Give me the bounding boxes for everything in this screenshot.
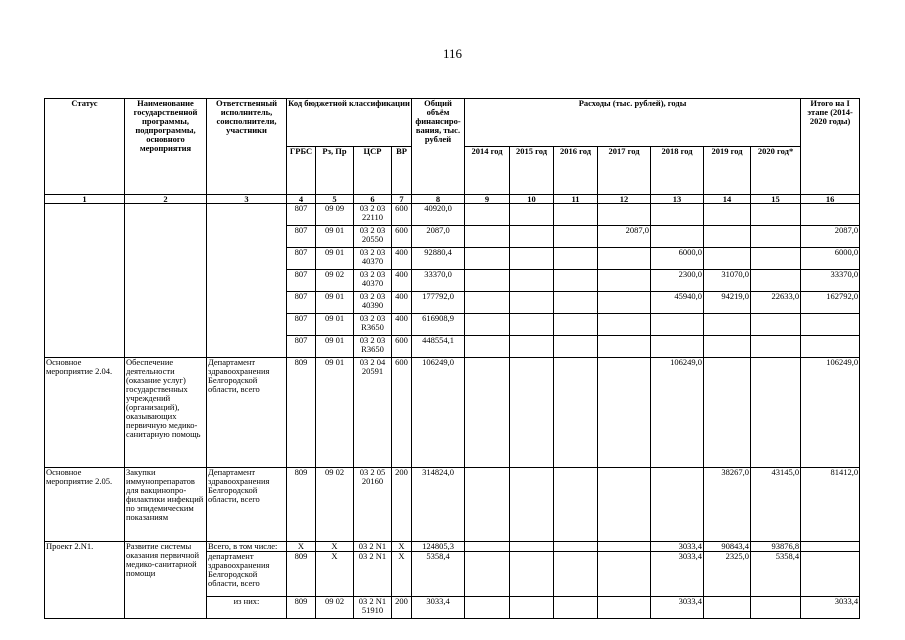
- grbs-cell: 807: [287, 204, 316, 226]
- total-cell: 5358,4: [412, 552, 465, 597]
- header-2014: 2014 год: [465, 147, 510, 195]
- cell-2019: 38267,0: [704, 468, 751, 542]
- cell-2014: [465, 336, 510, 358]
- cell-2016: [554, 204, 598, 226]
- cell-2020: [751, 226, 801, 248]
- cell-2016: [554, 358, 598, 468]
- budget-table: [44, 98, 860, 619]
- cell-2017: [598, 248, 651, 270]
- cell-2020: [751, 336, 801, 358]
- vr-cell: 400: [392, 270, 412, 292]
- grbs-cell: X: [287, 542, 316, 552]
- cell-2015: [510, 358, 554, 468]
- total-cell: 314824,0: [412, 468, 465, 542]
- column-number: 4: [287, 195, 316, 204]
- csr-cell: 03 2 N1: [354, 542, 392, 552]
- cell-2016: [554, 552, 598, 597]
- cell-itogo: 2087,0: [801, 226, 860, 248]
- csr-cell: 03 2 03 40370: [354, 248, 392, 270]
- cell-2015: [510, 552, 554, 597]
- executor-cell: Департамент здравоохранения Белгородской области, всего: [207, 358, 287, 468]
- grbs-cell: 809: [287, 597, 316, 619]
- cell-2015: [510, 270, 554, 292]
- cell-2019: 2325,0: [704, 552, 751, 597]
- name-cell-empty: [125, 204, 207, 358]
- rzpr-cell: 09 01: [316, 336, 354, 358]
- cell-2014: [465, 292, 510, 314]
- executor-cell: департамент здравоохранения Белгородской области, всего: [207, 552, 287, 597]
- cell-2016: [554, 292, 598, 314]
- status-cell: Основное мероприятие 2.04.: [45, 358, 125, 468]
- column-number: 14: [704, 195, 751, 204]
- header-program-name: Наименование государственной программы, подпрограммы, основного мероприятия: [125, 99, 207, 195]
- executor-cell: Всего, в том числе:: [207, 542, 287, 552]
- header-rzpr: Рз, Пр: [316, 147, 354, 195]
- header-total-volume: Общий объём финансиро-вания, тыс. рублей: [412, 99, 465, 195]
- grbs-cell: 807: [287, 248, 316, 270]
- vr-cell: 600: [392, 204, 412, 226]
- cell-2015: [510, 204, 554, 226]
- cell-2019: [704, 336, 751, 358]
- cell-2019: [704, 314, 751, 336]
- cell-itogo: [801, 314, 860, 336]
- column-number: 16: [801, 195, 860, 204]
- header-2015: 2015 год: [510, 147, 554, 195]
- csr-cell: 03 2 03 40370: [354, 270, 392, 292]
- csr-cell: 03 2 03 20550: [354, 226, 392, 248]
- cell-2014: [465, 542, 510, 552]
- cell-2019: [704, 597, 751, 619]
- name-cell: Обеспечение деятельности (оказание услуг) государственных учреждений (организаций), оказывающих первичную медико-санитарную помощь: [125, 358, 207, 468]
- cell-2017: [598, 314, 651, 336]
- cell-2019: [704, 248, 751, 270]
- name-cell: Развитие системы оказания первичной медико-санитарной помощи: [125, 542, 207, 619]
- header-2019: 2019 год: [704, 147, 751, 195]
- cell-2018: [651, 336, 704, 358]
- vr-cell: 600: [392, 226, 412, 248]
- vr-cell: X: [392, 542, 412, 552]
- cell-2015: [510, 468, 554, 542]
- grbs-cell: 807: [287, 292, 316, 314]
- vr-cell: 200: [392, 597, 412, 619]
- cell-2019: 90843,4: [704, 542, 751, 552]
- cell-2014: [465, 226, 510, 248]
- csr-cell: 03 2 03 R3650: [354, 314, 392, 336]
- total-cell: 448554,1: [412, 336, 465, 358]
- cell-2020: [751, 314, 801, 336]
- column-number: 13: [651, 195, 704, 204]
- csr-cell: 03 2 03 R3650: [354, 336, 392, 358]
- executor-cell-empty: [207, 204, 287, 358]
- grbs-cell: 807: [287, 336, 316, 358]
- name-cell: Закупки иммунопрепаратов для вакцинопро-филактики инфекций по эпидемическим показаниям: [125, 468, 207, 542]
- csr-cell: 03 2 05 20160: [354, 468, 392, 542]
- header-2020: 2020 год*: [751, 147, 801, 195]
- cell-2020: [751, 358, 801, 468]
- grbs-cell: 807: [287, 314, 316, 336]
- cell-2015: [510, 292, 554, 314]
- csr-cell: 03 2 03 22110: [354, 204, 392, 226]
- cell-2020: [751, 597, 801, 619]
- table-row-measure-2-05: [45, 468, 860, 542]
- cell-2015: [510, 542, 554, 552]
- cell-2016: [554, 226, 598, 248]
- cell-2020: 93876,8: [751, 542, 801, 552]
- cell-2016: [554, 314, 598, 336]
- cell-2017: [598, 552, 651, 597]
- status-cell: Основное мероприятие 2.05.: [45, 468, 125, 542]
- rzpr-cell: X: [316, 552, 354, 597]
- cell-2017: [598, 270, 651, 292]
- column-number-row: [45, 195, 860, 204]
- header-vr: ВР: [392, 147, 412, 195]
- cell-2015: [510, 248, 554, 270]
- column-number: 1: [45, 195, 125, 204]
- cell-2016: [554, 597, 598, 619]
- cell-2017: [598, 204, 651, 226]
- grbs-cell: 809: [287, 552, 316, 597]
- executor-cell: из них:: [207, 597, 287, 619]
- cell-2020: [751, 204, 801, 226]
- cell-2020: 43145,0: [751, 468, 801, 542]
- vr-cell: 600: [392, 336, 412, 358]
- cell-2017: [598, 292, 651, 314]
- cell-itogo: [801, 552, 860, 597]
- cell-2019: 94219,0: [704, 292, 751, 314]
- cell-itogo: 106249,0: [801, 358, 860, 468]
- cell-itogo: 162792,0: [801, 292, 860, 314]
- cell-2019: [704, 204, 751, 226]
- rzpr-cell: 09 02: [316, 597, 354, 619]
- vr-cell: 400: [392, 314, 412, 336]
- total-cell: 616908,9: [412, 314, 465, 336]
- cell-2017: [598, 597, 651, 619]
- cell-itogo: [801, 336, 860, 358]
- cell-2015: [510, 314, 554, 336]
- cell-2018: [651, 314, 704, 336]
- rzpr-cell: 09 02: [316, 468, 354, 542]
- total-cell: 40920,0: [412, 204, 465, 226]
- cell-2018: 3033,4: [651, 597, 704, 619]
- column-number: 9: [465, 195, 510, 204]
- total-cell: 106249,0: [412, 358, 465, 468]
- rzpr-cell: 09 01: [316, 314, 354, 336]
- header-executor: Ответственный исполнитель, соисполнители, участники: [207, 99, 287, 195]
- cell-2019: [704, 358, 751, 468]
- grbs-cell: 807: [287, 270, 316, 292]
- rzpr-cell: 09 09: [316, 204, 354, 226]
- column-number: 8: [412, 195, 465, 204]
- cell-itogo: [801, 204, 860, 226]
- header-csr: ЦСР: [354, 147, 392, 195]
- column-number: 15: [751, 195, 801, 204]
- cell-2018: 106249,0: [651, 358, 704, 468]
- cell-2014: [465, 314, 510, 336]
- cell-2020: [751, 270, 801, 292]
- csr-cell: 03 2 03 40390: [354, 292, 392, 314]
- vr-cell: X: [392, 552, 412, 597]
- cell-2016: [554, 542, 598, 552]
- cell-itogo: 6000,0: [801, 248, 860, 270]
- cell-2018: [651, 468, 704, 542]
- total-cell: 3033,4: [412, 597, 465, 619]
- page-number: 116: [442, 46, 463, 61]
- cell-2016: [554, 270, 598, 292]
- header-itogo: Итого на I этапе (2014-2020 годы): [801, 99, 860, 195]
- total-cell: 2087,0: [412, 226, 465, 248]
- column-number: 11: [554, 195, 598, 204]
- table-row-measure-2-04: [45, 358, 860, 468]
- vr-cell: 600: [392, 358, 412, 468]
- grbs-cell: 807: [287, 226, 316, 248]
- header-budget-code: Код бюджетной классификации: [287, 99, 412, 147]
- cell-2018: [651, 226, 704, 248]
- cell-2018: 3033,4: [651, 542, 704, 552]
- grbs-cell: 809: [287, 358, 316, 468]
- cell-itogo: [801, 542, 860, 552]
- header-status: Статус: [45, 99, 125, 195]
- cell-2018: 45940,0: [651, 292, 704, 314]
- rzpr-cell: 09 01: [316, 358, 354, 468]
- cell-2014: [465, 552, 510, 597]
- cell-2014: [465, 468, 510, 542]
- rzpr-cell: 09 01: [316, 226, 354, 248]
- cell-2014: [465, 204, 510, 226]
- cell-2014: [465, 248, 510, 270]
- cell-2020: [751, 248, 801, 270]
- cell-2015: [510, 336, 554, 358]
- rzpr-cell: 09 02: [316, 270, 354, 292]
- cell-2017: [598, 468, 651, 542]
- header-grbs: ГРБС: [287, 147, 316, 195]
- cell-2016: [554, 468, 598, 542]
- status-cell: Проект 2.N1.: [45, 542, 125, 619]
- cell-2014: [465, 270, 510, 292]
- cell-2017: 2087,0: [598, 226, 651, 248]
- cell-2016: [554, 248, 598, 270]
- cell-2014: [465, 358, 510, 468]
- cell-2018: [651, 204, 704, 226]
- cell-2020: 5358,4: [751, 552, 801, 597]
- table-row: [45, 204, 860, 226]
- rzpr-cell: X: [316, 542, 354, 552]
- header-expenses: Расходы (тыс. рублей), годы: [465, 99, 801, 147]
- grbs-cell: 809: [287, 468, 316, 542]
- column-number: 3: [207, 195, 287, 204]
- column-number: 5: [316, 195, 354, 204]
- total-cell: 33370,0: [412, 270, 465, 292]
- total-cell: 92880,4: [412, 248, 465, 270]
- cell-2015: [510, 226, 554, 248]
- csr-cell: 03 2 N1: [354, 552, 392, 597]
- total-cell: 177792,0: [412, 292, 465, 314]
- status-cell-empty: [45, 204, 125, 358]
- header-2016: 2016 год: [554, 147, 598, 195]
- csr-cell: 03 2 N1 51910: [354, 597, 392, 619]
- executor-cell: Департамент здравоохранения Белгородской области, всего: [207, 468, 287, 542]
- vr-cell: 200: [392, 468, 412, 542]
- header-row-1: [45, 99, 860, 147]
- vr-cell: 400: [392, 292, 412, 314]
- cell-2020: 22633,0: [751, 292, 801, 314]
- cell-itogo: 3033,4: [801, 597, 860, 619]
- cell-2017: [598, 542, 651, 552]
- rzpr-cell: 09 01: [316, 248, 354, 270]
- column-number: 12: [598, 195, 651, 204]
- header-2018: 2018 год: [651, 147, 704, 195]
- rzpr-cell: 09 01: [316, 292, 354, 314]
- cell-2019: [704, 226, 751, 248]
- cell-itogo: 81412,0: [801, 468, 860, 542]
- column-number: 2: [125, 195, 207, 204]
- total-cell: 124805,3: [412, 542, 465, 552]
- cell-itogo: 33370,0: [801, 270, 860, 292]
- cell-2017: [598, 358, 651, 468]
- header-2017: 2017 год: [598, 147, 651, 195]
- cell-2017: [598, 336, 651, 358]
- cell-2019: 31070,0: [704, 270, 751, 292]
- cell-2014: [465, 597, 510, 619]
- cell-2015: [510, 597, 554, 619]
- cell-2016: [554, 336, 598, 358]
- column-number: 6: [354, 195, 392, 204]
- table-row-project-all: [45, 542, 860, 552]
- column-number: 10: [510, 195, 554, 204]
- cell-2018: 6000,0: [651, 248, 704, 270]
- cell-2018: 2300,0: [651, 270, 704, 292]
- column-number: 7: [392, 195, 412, 204]
- cell-2018: 3033,4: [651, 552, 704, 597]
- vr-cell: 400: [392, 248, 412, 270]
- csr-cell: 03 2 04 20591: [354, 358, 392, 468]
